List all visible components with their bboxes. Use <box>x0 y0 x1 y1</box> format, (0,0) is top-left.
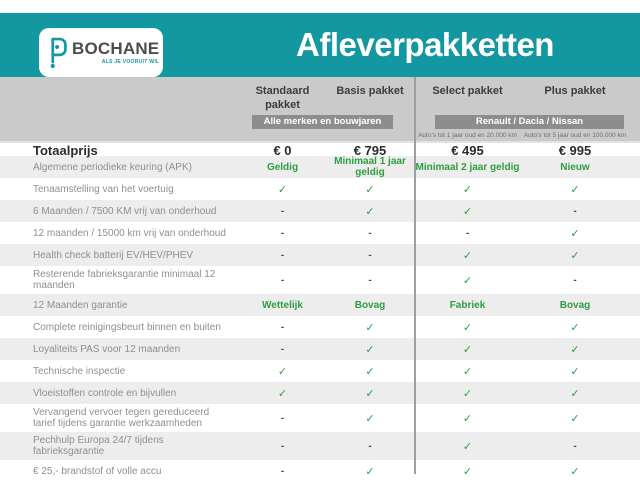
dash-mark: - <box>280 412 285 424</box>
total-price-standaard: € 0 <box>273 143 292 158</box>
column-header-basis: Basis pakket <box>336 85 404 97</box>
check-icon: ✓ <box>365 465 375 478</box>
total-price-basis: € 795 <box>353 143 387 158</box>
page-header <box>0 13 640 77</box>
dash-mark: - <box>280 321 285 333</box>
note-plus-pakket: Auto's tot 5 jaar oud en 100.000 km <box>523 132 627 139</box>
column-header-standaard: Standaard pakket <box>255 85 310 111</box>
check-icon: ✓ <box>462 343 473 356</box>
feature-value: Bovag <box>559 299 591 311</box>
check-icon: ✓ <box>570 343 580 356</box>
table-row <box>0 156 640 178</box>
check-icon: ✓ <box>570 227 580 240</box>
package-notes-row <box>0 131 640 140</box>
table-row <box>0 316 640 338</box>
total-price-label: Totaalprijs <box>33 143 98 158</box>
table-row <box>0 200 640 222</box>
total-price-select: € 495 <box>451 143 484 158</box>
dash-mark: - <box>573 274 577 286</box>
table-row <box>0 178 640 200</box>
feature-rows <box>0 156 640 480</box>
column-group-divider <box>414 77 416 474</box>
check-icon: ✓ <box>570 465 580 478</box>
package-header-row <box>0 77 640 112</box>
dash-mark: - <box>280 227 285 239</box>
feature-label: Loyaliteits PAS voor 12 maanden <box>33 343 181 355</box>
feature-label: Vervangend vervoer tegen gereduceerd tarief tijdens garantie werkzaamheden <box>33 407 210 429</box>
check-icon: ✓ <box>462 387 473 400</box>
table-row <box>0 294 640 316</box>
dash-mark: - <box>368 249 372 261</box>
note-select-pakket: Auto's tot 1 jaar oud en 20.000 km <box>418 132 517 139</box>
total-price-row <box>0 143 640 158</box>
feature-value: Nieuw <box>560 161 590 173</box>
dash-mark: - <box>280 274 285 286</box>
feature-label: Health check batterij EV/HEV/PHEV <box>33 249 194 261</box>
dash-mark: - <box>368 227 372 239</box>
check-icon: ✓ <box>570 365 580 378</box>
dash-mark: - <box>280 205 285 217</box>
feature-label: 12 maanden / 15000 km vrij van onderhoud <box>33 227 226 239</box>
check-icon: ✓ <box>462 321 473 334</box>
brand-tagline: ALS JE VOORUIT WIL <box>101 59 160 65</box>
feature-label: Tenaamstelling van het voertuig <box>33 183 174 195</box>
check-icon: ✓ <box>277 183 288 196</box>
badge-renault-dacia-nissan: Renault / Dacia / Nissan <box>435 115 624 129</box>
check-icon: ✓ <box>462 249 473 262</box>
feature-value: Geldig <box>266 161 299 173</box>
feature-value: Minimaal 1 jaar geldig <box>334 156 406 178</box>
dash-mark: - <box>368 440 372 452</box>
dash-mark: - <box>368 274 372 286</box>
check-icon: ✓ <box>462 365 473 378</box>
check-icon: ✓ <box>365 321 375 334</box>
table-row <box>0 404 640 432</box>
label-column-spacer <box>0 84 240 112</box>
feature-label: 6 Maanden / 7500 KM vrij van onderhoud <box>33 205 217 217</box>
check-icon: ✓ <box>365 387 375 400</box>
feature-label: Resterende fabrieksgarantie minimaal 12 maanden <box>33 269 216 291</box>
feature-label: Technische inspectie <box>33 365 126 377</box>
feature-value: Wettelijk <box>262 299 303 311</box>
dash-mark: - <box>573 440 577 452</box>
bochane-logo-icon <box>48 36 67 69</box>
dash-mark: - <box>280 249 285 261</box>
group-badge-row <box>0 115 640 129</box>
brand-name: BOCHANE <box>72 39 160 58</box>
check-icon: ✓ <box>277 365 288 378</box>
feature-value: Minimaal 2 jaar geldig <box>415 161 520 173</box>
label-column-spacer <box>0 115 240 129</box>
feature-label: Vloeistoffen controle en bijvullen <box>33 387 177 399</box>
page-title: Afleverpakketten <box>296 26 554 63</box>
table-row <box>0 244 640 266</box>
badge-alle-merken: Alle merken en bouwjaren <box>252 115 393 129</box>
check-icon: ✓ <box>570 387 580 400</box>
table-row <box>0 266 640 294</box>
check-icon: ✓ <box>365 343 375 356</box>
check-icon: ✓ <box>277 387 288 400</box>
check-icon: ✓ <box>570 321 580 334</box>
top-white-strip <box>0 0 640 13</box>
dash-mark: - <box>573 205 577 217</box>
check-icon: ✓ <box>462 274 473 287</box>
feature-value: Fabriek <box>449 299 486 311</box>
table-row <box>0 432 640 460</box>
table-row <box>0 382 640 404</box>
table-row <box>0 338 640 360</box>
table-row <box>0 360 640 382</box>
dash-mark: - <box>280 465 285 477</box>
check-icon: ✓ <box>462 205 473 218</box>
check-icon: ✓ <box>365 183 375 196</box>
feature-label: € 25,- brandstof of volle accu <box>33 465 162 477</box>
check-icon: ✓ <box>570 412 580 425</box>
bochane-logo <box>39 28 163 77</box>
dash-mark: - <box>280 343 285 355</box>
table-row <box>0 222 640 244</box>
check-icon: ✓ <box>462 440 473 453</box>
feature-label: Pechhulp Europa 24/7 tijdens fabrieksgarantie <box>33 435 164 457</box>
check-icon: ✓ <box>570 183 580 196</box>
dash-mark: - <box>465 227 470 239</box>
check-icon: ✓ <box>570 249 580 262</box>
check-icon: ✓ <box>462 465 473 478</box>
check-icon: ✓ <box>462 183 473 196</box>
column-header-plus: Plus pakket <box>544 85 606 97</box>
column-header-select: Select pakket <box>432 85 503 97</box>
table-row <box>0 460 640 480</box>
check-icon: ✓ <box>365 205 375 218</box>
feature-label: Complete reinigingsbeurt binnen en buiten <box>33 321 221 333</box>
dash-mark: - <box>280 440 285 452</box>
feature-value: Bovag <box>354 299 386 311</box>
table-header-band <box>0 77 640 158</box>
logo-text <box>72 40 159 65</box>
check-icon: ✓ <box>365 365 375 378</box>
check-icon: ✓ <box>365 412 375 425</box>
total-price-plus: € 995 <box>558 143 592 158</box>
feature-label: Algemene periodieke keuring (APK) <box>33 161 192 173</box>
check-icon: ✓ <box>462 412 473 425</box>
feature-label: 12 Maanden garantie <box>33 299 128 311</box>
